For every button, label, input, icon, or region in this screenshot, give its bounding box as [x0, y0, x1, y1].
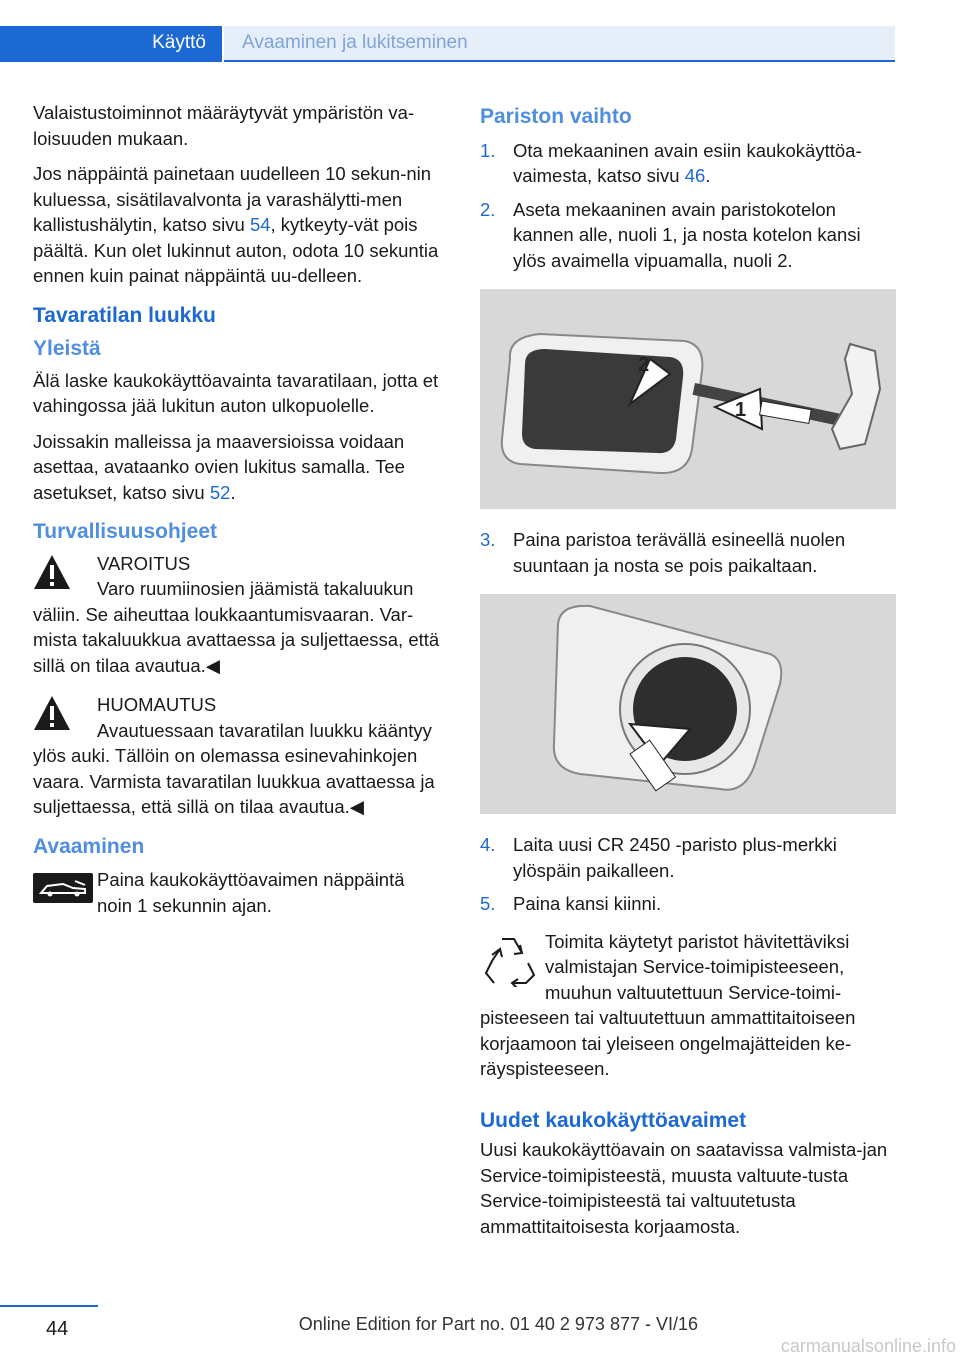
opening-text: Paina kaukokäyttöavaimen näppäintä noin 1 sekunnin ajan.	[97, 869, 405, 916]
heading-opening: Avaaminen	[33, 834, 145, 858]
heading-new-keys: Uudet kaukokäyttöavaimet	[480, 1108, 747, 1132]
warning-box-2	[33, 692, 441, 820]
right-column	[480, 100, 896, 1249]
section-tab[interactable]	[224, 26, 895, 60]
heading-general: Yleistä	[33, 337, 101, 360]
list-item: 3. Paina paristoa terävällä esineellä nuolen suuntaan ja nosta se pois paikaltaan.	[480, 529, 846, 576]
battery-steps-c	[480, 832, 896, 917]
warning-2-title: HUOMAUTUS	[97, 694, 217, 715]
arrow-label-1: 1	[735, 399, 747, 421]
list-item: 1. Ota mekaaninen avain esiin kaukokäyttöa-vaimesta, katso sivu 46.	[480, 139, 862, 186]
recycling-note	[480, 929, 896, 1082]
paragraph-dont-leave-key: Älä laske kaukokäyttöavainta tavaratilaan, jotta et vahingossa jää lukitun auton ulkopuolelle.	[33, 369, 439, 416]
figure-key-opening	[480, 289, 896, 509]
battery-steps-b	[480, 527, 896, 578]
key-lever-illustration	[480, 289, 896, 509]
section-tab-label: Avaaminen ja lukitseminen	[242, 32, 468, 53]
paragraph-new-keys: Uusi kaukokäyttöavain on saatavissa valmista-jan Service-toimipisteestä, muusta valtuute-tusta Service-toimipisteestä tai valtuutetusta ammattitaitoisesta korjaamosta.	[480, 1139, 888, 1237]
page-link-54[interactable]: 54	[249, 214, 271, 235]
chapter-tab-label: Käyttö	[152, 32, 206, 53]
edition-note: Online Edition for Part no. 01 40 2 973 877 - VI/16	[298, 1314, 698, 1334]
car-trunk-key-icon	[33, 873, 93, 903]
page-link-52[interactable]: 52	[209, 481, 231, 503]
chapter-tab[interactable]	[0, 26, 222, 62]
warning-1-text: väliin. Se aiheuttaa loukkaantumisvaaran. Var-mista takaluukkua avattaessa ja suljettaessa, että sillä on tilaa avautua.◀	[33, 603, 440, 676]
paragraph-settings: Joissakin malleissa ja maaversioissa voidaan asettaa, avataanko ovien lukitus samalla. Tee asetukset, katso sivu 52.	[33, 430, 405, 503]
heading-trunk-lid: Tavaratilan luukku	[33, 303, 216, 327]
list-item: 2. Aseta mekaaninen avain paristokotelon kannen alle, nuoli 1, ja nosta kotelon kansi ylös avaimella vipuamalla, nuoli 2.	[480, 198, 861, 271]
page-number: 44	[46, 1318, 69, 1340]
paragraph-lighting: Valaistustoiminnot määräytyvät ympäristön va-loisuuden mukaan.	[33, 102, 415, 149]
recycling-text-rest: pisteeseen tai valtuutettuun ammattitaitoiseen korjaamoon tai yleiseen ongelmajätteiden ke-räyspisteeseen.	[480, 1007, 856, 1079]
list-item: 4. Laita uusi CR 2450 -paristo plus-merkki ylöspäin paikalleen.	[480, 834, 837, 881]
warning-box-1	[33, 551, 441, 679]
warning-1-title: VAROITUS	[97, 552, 191, 574]
paragraph-repeat-press: Jos näppäintä painetaan uudelleen 10 sekun-nin kuluessa, sisätilavalvonta ja varashälytti-men kallistushälytin, katso sivu 54, kytkeyty-vät pois päältä. Kun olet lukinnut auton, odota 10 sekuntia ennen kuin painat näppäintä uu-delleen.	[33, 163, 439, 286]
warning-1-line: Varo ruumiinosien jäämistä takaluukun	[97, 578, 414, 599]
watermark: carmanualsonline.info	[780, 1336, 956, 1356]
recycling-text: Toimita käytetyt paristot hävitettäviksi valmistajan Service-toimipisteeseen, muuhun valtuutettuun Service-toimi-	[545, 930, 850, 1003]
warning-triangle-icon	[33, 553, 71, 591]
heading-safety: Turvallisuusohjeet	[33, 520, 217, 543]
opening-instruction	[33, 867, 441, 918]
figure-battery-removal	[480, 594, 896, 814]
footer-rule	[0, 1305, 98, 1307]
left-column	[33, 100, 441, 928]
list-item: 5. Paina kansi kiinni.	[480, 893, 662, 914]
warning-2-text: ylös auki. Tällöin on olemassa esinevahinkojen vaara. Varmista tavaratilan luukkua avattaessa ja suljettaessa, että sillä on tilaa avautua.◀	[33, 745, 435, 817]
warning-triangle-icon	[33, 694, 71, 732]
heading-battery-change: Pariston vaihto	[480, 105, 632, 128]
header-rule	[224, 60, 895, 62]
battery-steps-a	[480, 138, 896, 274]
page-link-46[interactable]: 46	[684, 165, 706, 186]
arrow-label-2: 2	[638, 354, 650, 376]
battery-illustration	[480, 594, 896, 814]
recycle-icon	[480, 933, 540, 987]
warning-2-line: Avautuessaan tavaratilan luukku kääntyy	[97, 719, 432, 741]
